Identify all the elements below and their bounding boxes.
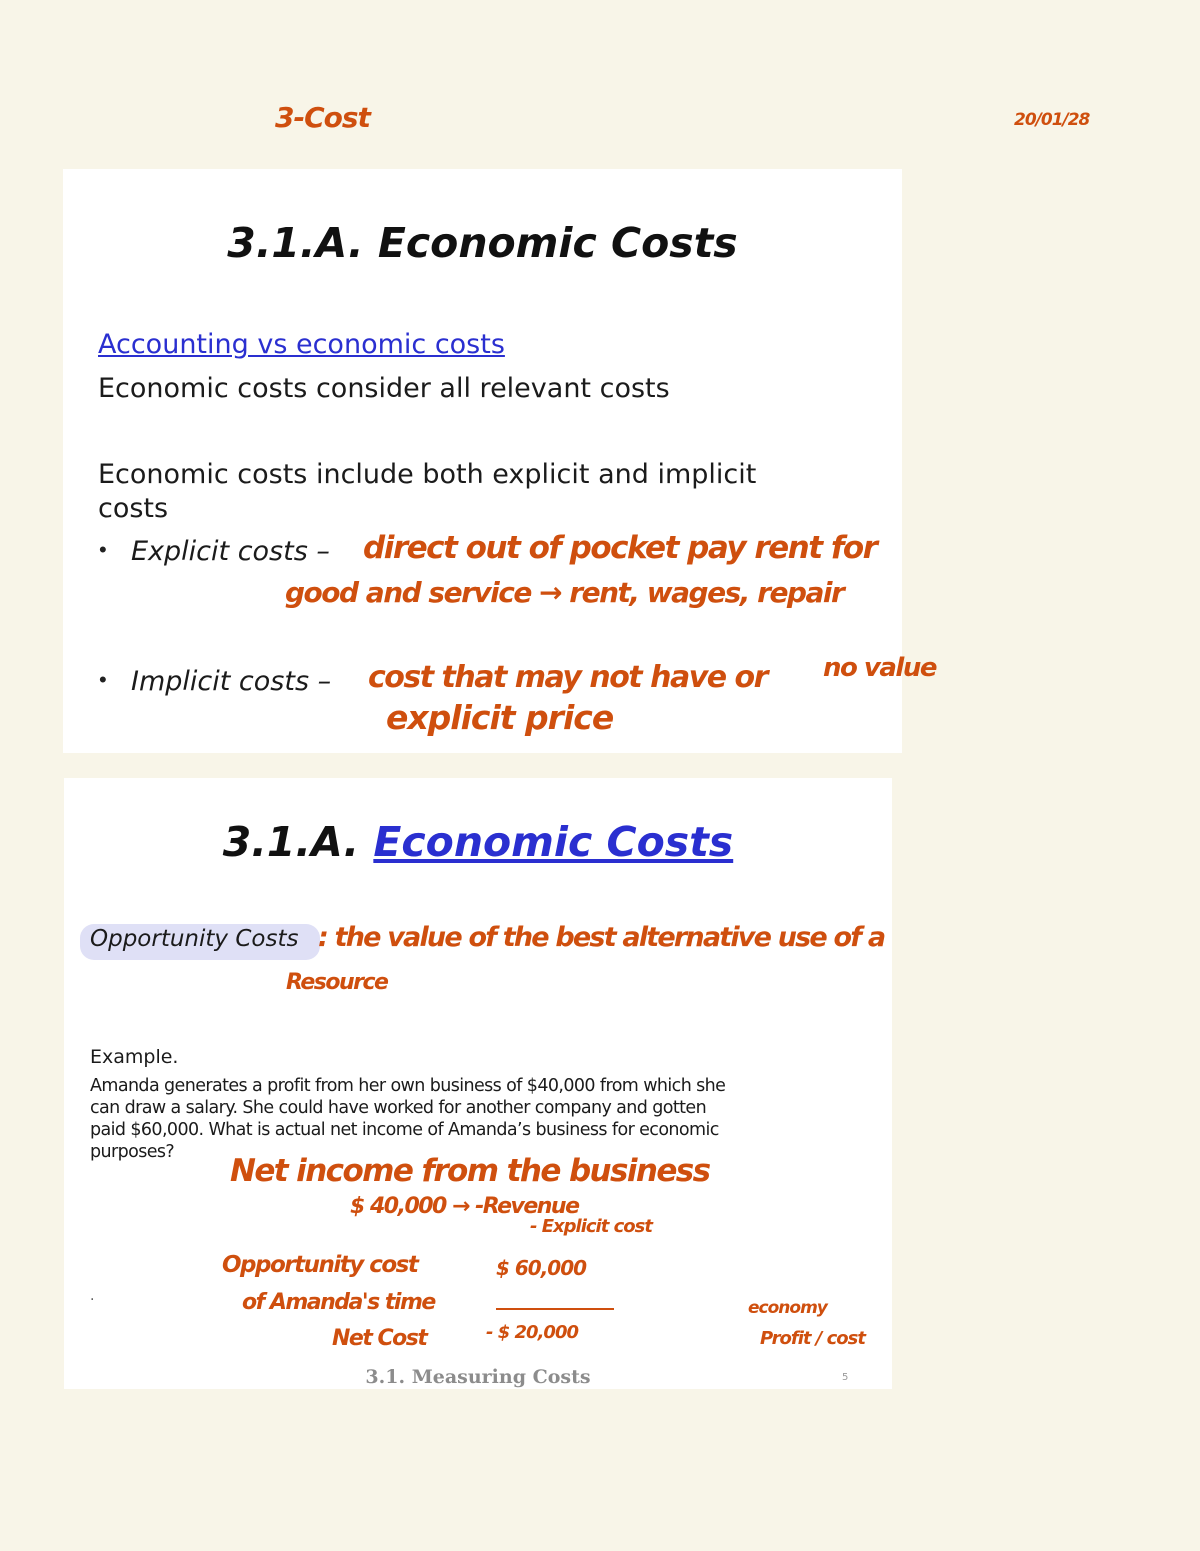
opportunity-costs-note-2: Resource: [286, 970, 388, 995]
hw-net-income: Net income from the business: [230, 1153, 710, 1189]
example-line-3: paid $60,000. What is actual net income of Amanda’s business for economic: [90, 1120, 719, 1140]
implicit-costs-label: Implicit costs –: [131, 666, 332, 697]
page-number: 5: [842, 1372, 849, 1383]
implicit-costs-note-side: no value: [823, 653, 936, 683]
economic-costs-link[interactable]: Economic Costs: [373, 818, 734, 866]
hw-opportunity-cost: Opportunity cost: [222, 1252, 418, 1278]
page-date-handwritten: 20/01/28: [1014, 110, 1090, 130]
page-title-handwritten: 3-Cost: [275, 101, 370, 134]
slide-2-title: [64, 818, 892, 866]
slide-1-title: 3.1.A. Economic Costs: [227, 219, 738, 267]
hw-profit-cost: Profit / cost: [760, 1328, 865, 1349]
slide-1-line-1: Economic costs consider all relevant costs: [98, 373, 670, 404]
hw-net-cost: Net Cost: [332, 1326, 427, 1351]
explicit-costs-note-2: good and service → rent, wages, repair: [285, 576, 844, 609]
slide-1-line-2a: Economic costs include both explicit and implicit: [98, 459, 757, 490]
explicit-costs-label: Explicit costs –: [131, 536, 330, 567]
opportunity-costs-note-1: : the value of the best alternative use of a: [318, 922, 885, 953]
hw-economy: economy: [748, 1298, 827, 1318]
hw-amandas-time: of Amanda's time: [242, 1290, 435, 1315]
slide-1: [63, 169, 936, 753]
implicit-costs-note-2: explicit price: [386, 698, 614, 737]
hw-sum-underline: [496, 1308, 614, 1310]
slide-2: [64, 778, 892, 1389]
slide-2-bullet-mark: ·: [90, 1292, 95, 1308]
opportunity-costs-label: Opportunity Costs: [90, 926, 299, 952]
bullet-dot-icon: •: [99, 667, 107, 692]
hw-amount-neg-20000: - $ 20,000: [486, 1322, 578, 1343]
slide-2-title-prefix: 3.1.A.: [222, 818, 360, 866]
example-label: Example.: [90, 1046, 179, 1068]
hw-explicit-cost: - Explicit cost: [530, 1216, 652, 1237]
slide-1-line-2b: costs: [98, 493, 169, 524]
example-line-2: can draw a salary. She could have worked for another company and gotten: [90, 1098, 707, 1118]
accounting-vs-economic-link[interactable]: Accounting vs economic costs: [98, 329, 505, 360]
implicit-costs-note-1: cost that may not have or: [368, 660, 767, 695]
example-line-1: Amanda generates a profit from her own business of $40,000 from which she: [90, 1076, 726, 1096]
bullet-dot-icon: •: [99, 537, 107, 562]
hw-amount-40000: $ 40,000 → -Revenue: [350, 1194, 579, 1219]
slide-footer: 3.1. Measuring Costs: [365, 1366, 591, 1388]
example-line-4: purposes?: [90, 1142, 175, 1162]
hw-amount-60000: $ 60,000: [496, 1256, 587, 1280]
explicit-costs-note-1: direct out of pocket pay rent for: [363, 530, 877, 566]
